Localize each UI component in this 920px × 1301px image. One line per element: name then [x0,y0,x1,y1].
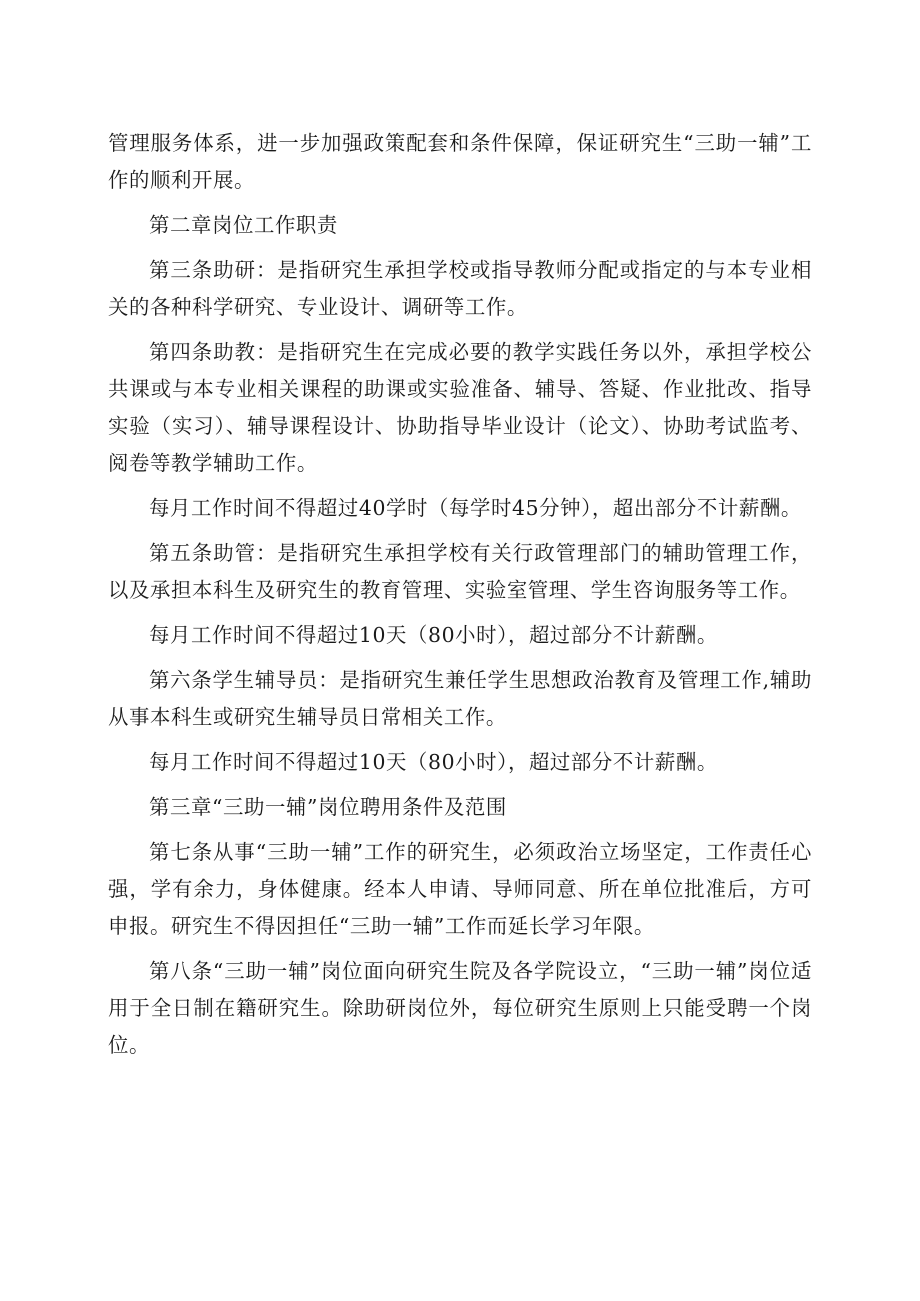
paragraph-intro: 管理服务体系，进一步加强政策配套和条件保障，保证研究生“三助一辅”工作的顺利开展。 [108,131,812,192]
chapter-2-heading: 第二章岗位工作职责 [149,213,338,237]
document-body [108,125,812,1072]
article-8-paragraph: 第八条“三助一辅”岗位面向研究生院及各学院设立，“三助一辅”岗位适用于全日制在籍研究生。除助研岗位外，每位研究生原则上只能受聘一个岗位。 [108,959,812,1057]
article-6-hours-note: 每月工作时间不得超过10天（80小时），超过部分不计薪酬。 [149,750,718,774]
article-4-hours-note: 每月工作时间不得超过40学时（每学时45分钟），超出部分不计薪酬。 [149,496,802,520]
article-6-paragraph: 第六条学生辅导员：是指研究生兼任学生思想政治教育及管理工作,辅助从事本科生或研究生辅导员日常相关工作。 [108,668,812,729]
chapter-3-heading: 第三章“三助一辅”岗位聘用条件及范围 [149,795,507,819]
article-4-paragraph: 第四条助教：是指研究生在完成必要的教学实践任务以外，承担学校公共课或与本专业相关课程的助课或实验准备、辅导、答疑、作业批改、指导实验（实习）、辅导课程设计、协助指导毕业设计（论文）、协助考试监考、阅卷等教学辅助工作。 [108,340,812,475]
article-3-paragraph: 第三条助研：是指研究生承担学校或指导教师分配或指定的与本专业相关的各种科学研究、专业设计、调研等工作。 [108,258,812,319]
article-7-paragraph: 第七条从事“三助一辅”工作的研究生，必须政治立场坚定，工作责任心强，学有余力，身体健康。经本人申请、导师同意、所在单位批准后，方可申报。研究生不得因担任“三助一辅”工作而延长学习年限。 [108,840,812,938]
article-5-paragraph: 第五条助管：是指研究生承担学校有关行政管理部门的辅助管理工作，以及承担本科生及研究生的教育管理、实验室管理、学生咨询服务等工作。 [108,541,812,602]
article-5-hours-note: 每月工作时间不得超过10天（80小时），超过部分不计薪酬。 [149,623,718,647]
